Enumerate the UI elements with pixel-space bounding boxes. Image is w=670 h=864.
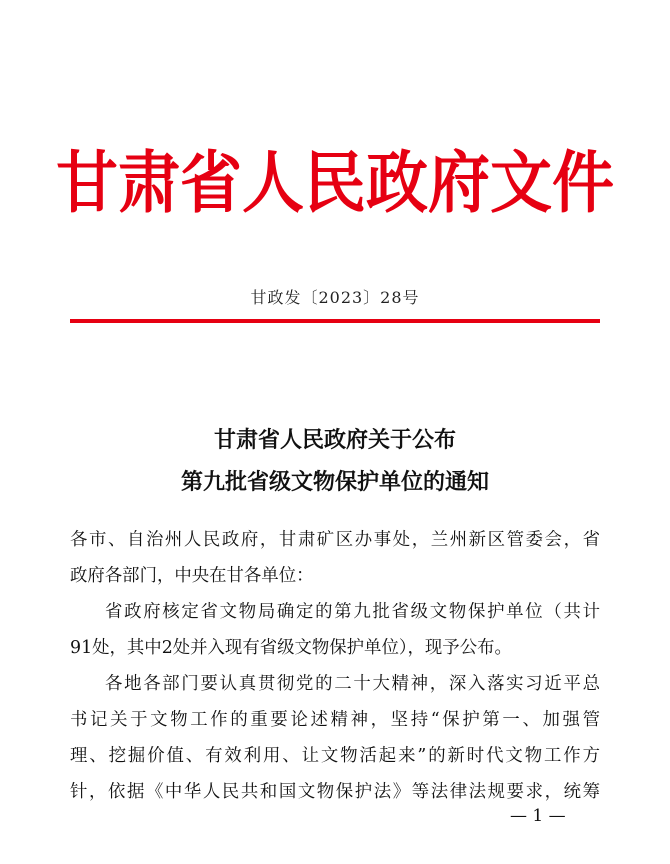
body-line: 理、挖掘价值、有效利用、让文物活起来”的新时代文物工作方 (70, 746, 600, 766)
body-line: 政府各部门，中央在甘各单位： (70, 566, 314, 586)
body-line: 各地各部门要认真贯彻党的二十大精神，深入落实习近平总 (105, 674, 600, 694)
body-line: 各市、自治州人民政府，甘肃矿区办事处，兰州新区管委会，省 (70, 530, 600, 550)
document-title (0, 420, 670, 504)
document-body (70, 522, 600, 810)
title-line-2: 第九批省级文物保护单位的通知 (180, 470, 489, 495)
red-divider-line (70, 319, 600, 323)
page-number: — 1 — (510, 806, 566, 826)
body-line: 91处，其中2处并入现有省级文物保护单位），现予公布。 (70, 638, 512, 658)
body-line: 针，依据《中华人民共和国文物保护法》等法律法规要求，统筹 (70, 782, 600, 802)
title-line-1: 甘肃省人民政府关于公布 (213, 428, 456, 453)
document-number: 甘政发〔2023〕28号 (250, 288, 420, 307)
body-line: 省政府核定省文物局确定的第九批省级文物保护单位（共计 (105, 602, 600, 622)
body-line: 书记关于文物工作的重要论述精神，坚持“保护第一、加强管 (70, 710, 600, 730)
issuing-authority-header: 甘肃省人民政府文件 (55, 143, 614, 223)
